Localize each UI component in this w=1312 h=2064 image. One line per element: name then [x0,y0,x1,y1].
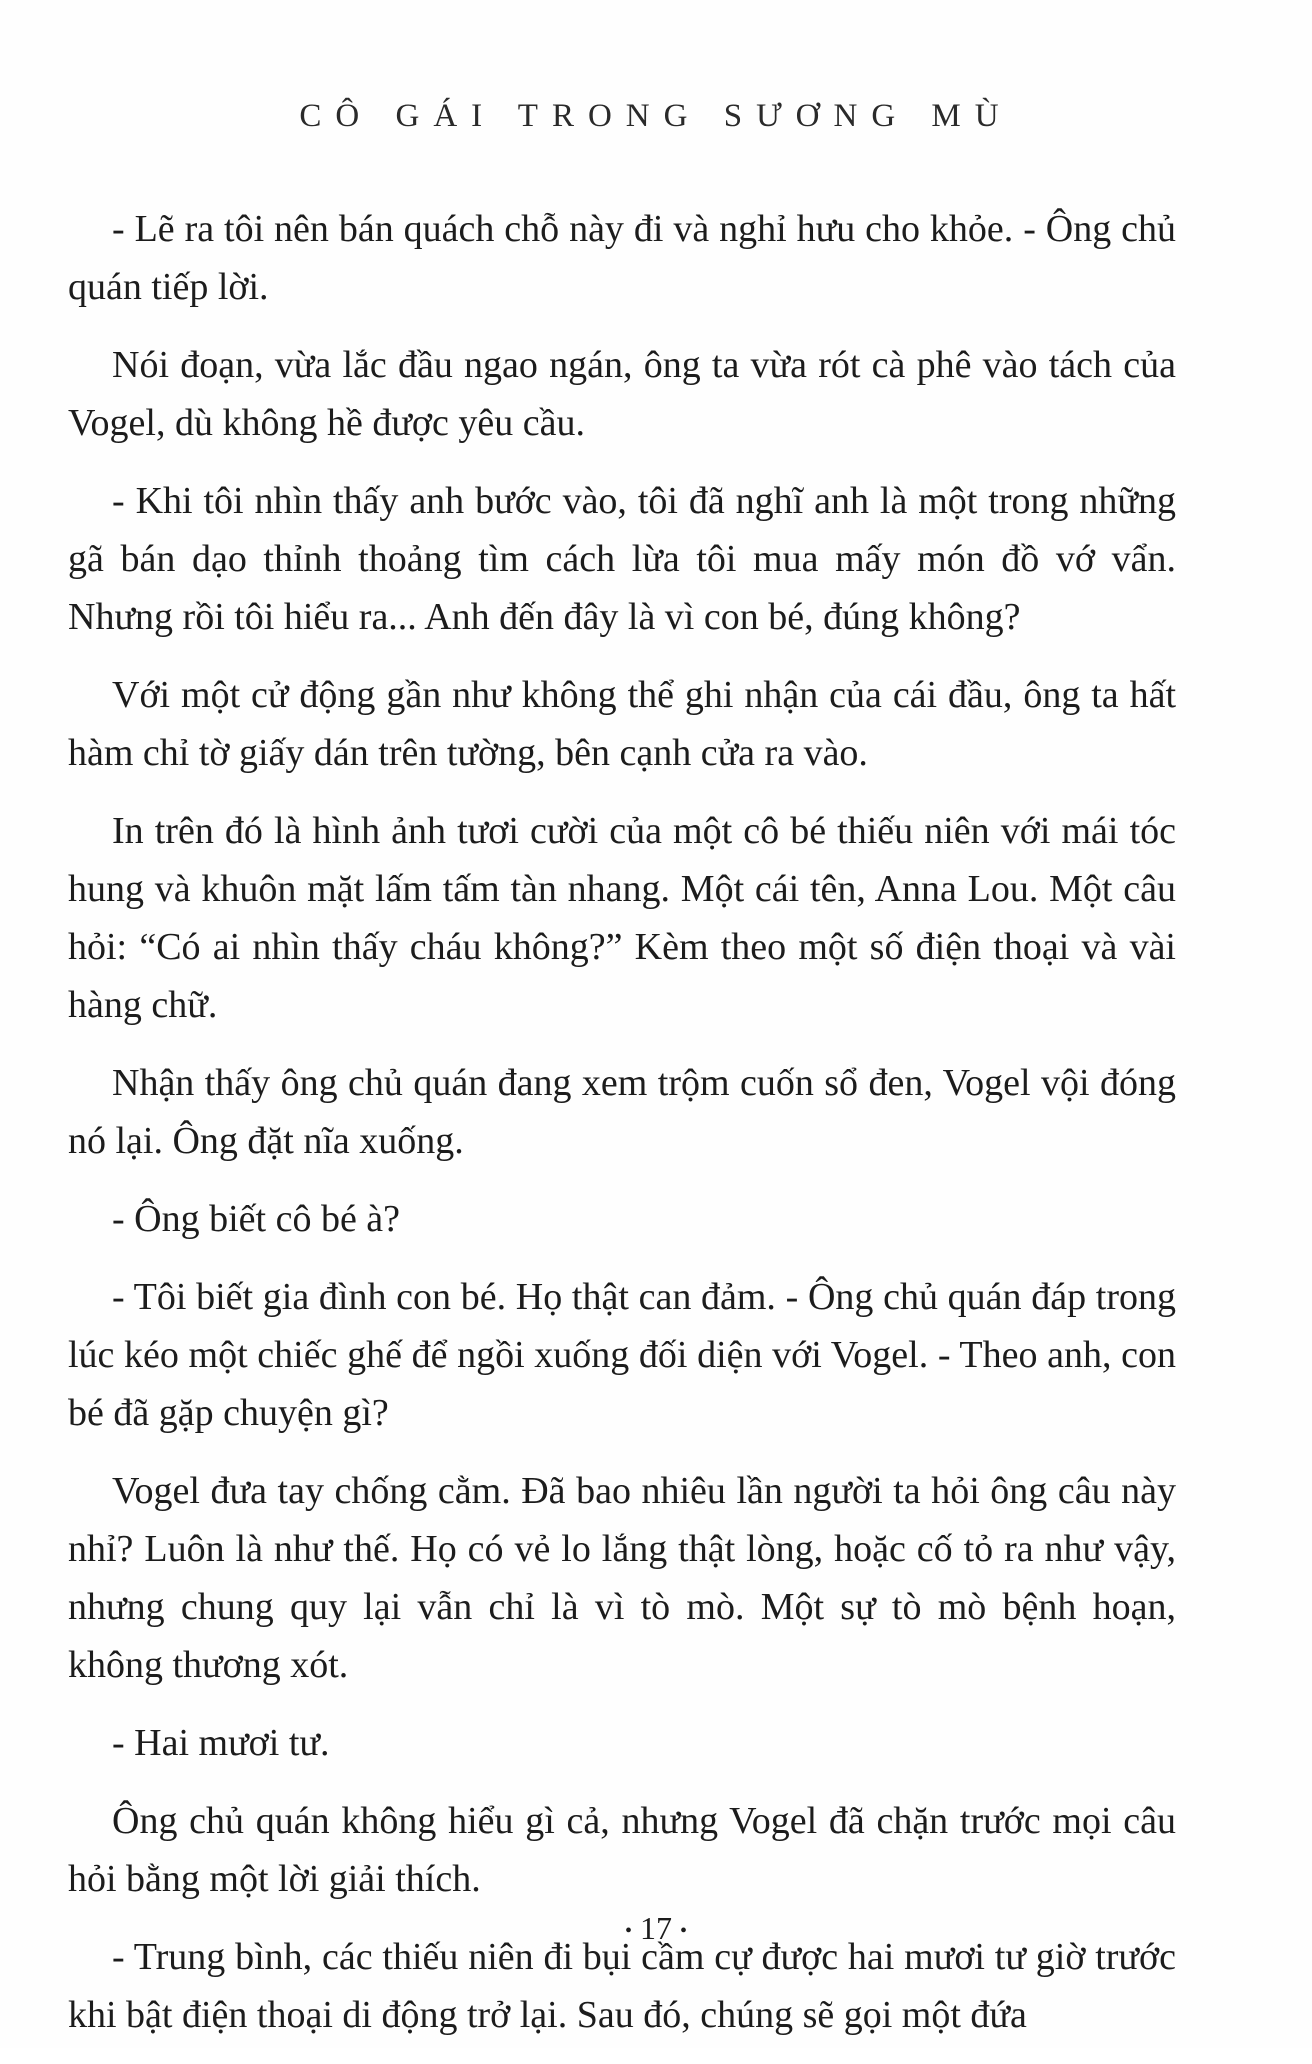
paragraph: Vogel đưa tay chống cằm. Đã bao nhiêu lần người ta hỏi ông câu này nhỉ? Luôn là như thế. Họ có vẻ lo lắng thật lòng, hoặc cố tỏ ra như vậy, nhưng chung quy lại vẫn chỉ là vì tò mò. Một sự tò mò bệnh hoạn, không thương xót. [68,1470,1176,1686]
paragraph: - Ông biết cô bé à? [112,1198,401,1240]
paragraph: - Tôi biết gia đình con bé. Họ thật can đảm. - Ông chủ quán đáp trong lúc kéo một chiếc ghế để ngồi xuống đối diện với Vogel. - Theo anh, con bé đã gặp chuyện gì? [68,1276,1176,1434]
paragraph: - Trung bình, các thiếu niên đi bụi cầm cự được hai mươi tư giờ trước khi bật điện thoại di động trở lại. Sau đó, chúng sẽ gọi một đứa [68,1936,1176,2036]
paragraph: - Khi tôi nhìn thấy anh bước vào, tôi đã nghĩ anh là một trong những gã bán dạo thỉnh thoảng tìm cách lừa tôi mua mấy món đồ vớ vẩn. Nhưng rồi tôi hiểu ra... Anh đến đây là vì con bé, đúng không? [68,480,1176,638]
bullet-icon: • [680,1920,688,1943]
paragraph: Nhận thấy ông chủ quán đang xem trộm cuốn sổ đen, Vogel vội đóng nó lại. Ông đặt nĩa xuống. [68,1062,1176,1162]
paragraph: Với một cử động gần như không thể ghi nhận của cái đầu, ông ta hất hàm chỉ tờ giấy dán trên tường, bên cạnh cửa ra vào. [68,674,1176,774]
paragraph: Ông chủ quán không hiểu gì cả, nhưng Vogel đã chặn trước mọi câu hỏi bằng một lời giải thích. [68,1800,1176,1900]
bullet-icon: • [624,1920,632,1943]
paragraph: Nói đoạn, vừa lắc đầu ngao ngán, ông ta vừa rót cà phê vào tách của Vogel, dù không hề được yêu cầu. [68,344,1176,444]
paragraph: In trên đó là hình ảnh tươi cười của một cô bé thiếu niên với mái tóc hung và khuôn mặt lấm tấm tàn nhang. Một cái tên, Anna Lou. Một câu hỏi: “Có ai nhìn thấy cháu không?” Kèm theo một số điện thoại và vài hàng chữ. [68,810,1176,1026]
page-number [0,1910,1312,1947]
body-text [68,200,1176,2064]
page-number-value: 17 [640,1910,672,1946]
running-head: CÔ GÁI TRONG SƯƠNG MÙ [299,98,1013,134]
paragraph: - Lẽ ra tôi nên bán quách chỗ này đi và nghỉ hưu cho khỏe. - Ông chủ quán tiếp lời. [68,208,1176,308]
paragraph: - Hai mươi tư. [112,1722,330,1764]
